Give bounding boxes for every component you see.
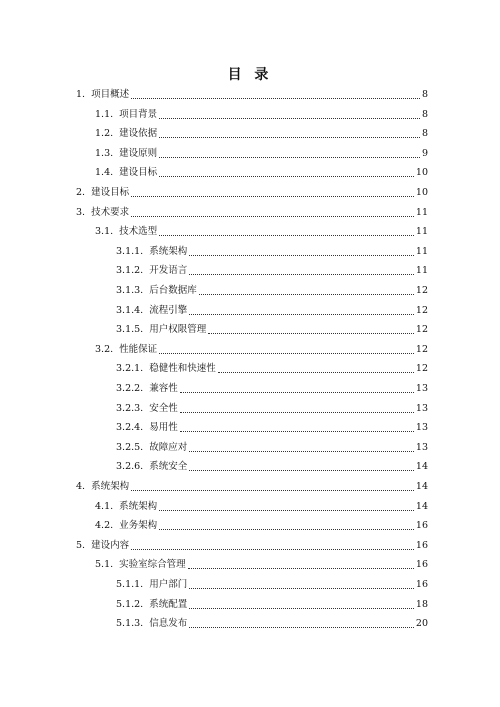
toc-entry-text: 故障应对 [149,441,188,453]
toc-entry-text: 信息发布 [149,618,188,630]
toc-page-number: 11 [415,226,428,238]
toc-entry[interactable] [116,421,428,435]
toc-entry[interactable] [95,225,428,239]
toc-entry-text: 流程引擎 [149,304,188,316]
toc-entry-number: 3.2.4. [116,422,144,434]
toc-page-number: 13 [415,422,428,434]
toc-page-number: 20 [415,618,428,630]
toc-entry-text: 系统架构 [91,481,130,492]
toc-entry-number: 4.1. [95,500,114,512]
toc-page-number: 14 [415,481,428,492]
toc-page-number: 12 [415,285,428,296]
toc-entry-number: 3.1.3. [116,285,144,296]
toc-entry-number: 1.1. [95,108,114,120]
toc-entry-text: 技术要求 [91,206,130,218]
toc-dot-leader [159,353,414,354]
toc-entry-number: 5. [76,539,86,551]
toc-page-number: 16 [415,559,428,571]
toc-dot-leader [188,568,414,569]
toc-entry[interactable] [76,539,428,553]
toc-page-number: 11 [415,245,428,257]
toc-entry-text: 系统架构 [149,245,188,257]
toc-page-number: 16 [415,539,428,551]
toc-entry-text: 建设目标 [119,167,158,179]
toc-entry[interactable] [95,343,428,357]
toc-entry-number: 3.1.1. [116,245,144,257]
toc-dot-leader [180,431,414,432]
toc-entry[interactable] [95,127,428,141]
toc-entry-text: 技术选型 [119,226,158,238]
toc-entry-text: 后台数据库 [149,285,197,296]
toc-entry-number: 1. [76,89,86,100]
toc-entry-number: 3.1.2. [116,265,144,277]
toc-entry-text: 实验室综合管理 [119,559,186,571]
toc-entry-number: 5.1. [95,559,114,571]
toc-dot-leader [131,216,414,217]
toc-dot-leader [189,255,414,256]
toc-entry[interactable] [116,284,428,298]
toc-entry-number: 3. [76,206,86,218]
toc-entry-number: 3.1.5. [116,324,144,336]
toc-entry-text: 开发语言 [149,265,188,277]
toc-entry[interactable] [116,598,428,612]
toc-entry-number: 3.2.5. [116,441,144,453]
toc-entry[interactable] [116,323,428,337]
toc-page-number: 16 [415,520,428,532]
toc-entry[interactable] [76,480,428,494]
toc-entry[interactable] [95,166,428,180]
toc-entry-text: 建设内容 [91,539,130,551]
toc-page-number: 16 [415,579,428,590]
toc-dot-leader [189,451,414,452]
toc-title: 目 录 [227,67,273,83]
toc-entry-number: 3.2. [95,343,114,355]
toc-entry-number: 3.2.6. [116,461,144,473]
toc-entry[interactable] [116,460,428,474]
toc-entry-number: 2. [76,187,86,198]
toc-entry-number: 3.2.2. [116,383,144,394]
toc-entry-number: 3.2.3. [116,402,144,414]
toc-dot-leader [199,294,414,295]
toc-entry[interactable] [116,264,428,278]
toc-page-number: 13 [415,402,428,414]
toc-page-number: 8 [421,128,428,140]
toc-page-number: 11 [415,206,428,218]
toc-entry[interactable] [116,617,428,631]
toc-entry-number: 4. [76,481,86,492]
toc-page-number: 14 [415,461,428,473]
toc-entry[interactable] [116,402,428,416]
toc-dot-leader [189,470,414,471]
toc-dot-leader [131,549,414,550]
toc-entry[interactable] [95,558,428,572]
toc-entry-number: 1.2. [95,128,114,140]
toc-entry[interactable] [76,206,428,220]
toc-entry[interactable] [116,304,428,318]
toc-entry-text: 用户部门 [149,579,188,590]
toc-entry-text: 系统安全 [149,461,188,473]
toc-dot-leader [159,235,414,236]
toc-page-number: 18 [415,598,428,610]
toc-page-number: 12 [415,304,428,316]
toc-entry[interactable] [116,441,428,455]
toc-dot-leader [159,176,414,177]
toc-entry-number: 3.1. [95,226,114,238]
toc-entry[interactable] [116,362,428,376]
toc-entry-text: 系统架构 [119,500,158,512]
toc-dot-leader [159,510,414,511]
toc-dot-leader [189,588,414,589]
toc-dot-leader [189,314,414,315]
toc-dot-leader [189,274,414,275]
toc-entry[interactable] [116,245,428,259]
toc-dot-leader [189,627,414,628]
toc-page-number: 11 [415,265,428,277]
toc-entry-text: 用户权限管理 [149,324,207,336]
toc-entry-text: 稳健性和快速性 [149,363,216,375]
toc-entry-number: 5.1.3. [116,618,144,630]
toc-page-number: 8 [421,108,428,120]
toc-entry-number: 4.2. [95,520,114,532]
toc-entry[interactable] [76,186,428,200]
toc-dot-leader [131,98,420,99]
toc-entry-text: 建设依据 [119,128,158,140]
toc-entry-number: 3.1.4. [116,304,144,316]
toc-dot-leader [159,157,420,158]
toc-entry-text: 系统配置 [149,598,188,610]
toc-entry-text: 性能保证 [119,343,158,355]
toc-page-number: 9 [421,147,428,159]
toc-entry-number: 5.1.2. [116,598,144,610]
toc-page-number: 10 [415,187,428,198]
toc-entry[interactable] [95,108,428,122]
toc-page-number: 8 [421,89,428,100]
toc-entry[interactable] [95,500,428,514]
toc-dot-leader [218,372,414,373]
toc-entry-number: 1.4. [95,167,114,179]
toc-page-number: 12 [415,343,428,355]
toc-dot-leader [159,118,420,119]
toc-dot-leader [159,529,414,530]
toc-entry-text: 兼容性 [149,383,178,394]
toc-entry-text: 建设目标 [91,187,130,198]
toc-dot-leader [208,333,414,334]
toc-dot-leader [180,392,414,393]
toc-dot-leader [159,137,420,138]
toc-page-number: 12 [415,324,428,336]
toc-dot-leader [131,196,414,197]
toc-page-number: 13 [415,383,428,394]
toc-entry-text: 业务架构 [119,520,158,532]
toc-entry[interactable] [116,382,428,396]
toc-entry-number: 3.2.1. [116,363,144,375]
toc-page-number: 12 [415,363,428,375]
toc-dot-leader [189,608,414,609]
toc-page-number: 14 [415,500,428,512]
toc-entry-number: 1.3. [95,147,114,159]
toc-dot-leader [180,412,414,413]
toc-entry-number: 5.1.1. [116,579,144,590]
toc-entry[interactable] [95,519,428,533]
toc-entry[interactable] [95,147,428,161]
toc-dot-leader [131,490,414,491]
toc-page-number: 13 [415,441,428,453]
toc-entry-text: 建设原则 [119,147,158,159]
toc-entry[interactable] [76,88,428,102]
toc-entry-text: 安全性 [149,402,178,414]
toc-entry-text: 易用性 [149,422,178,434]
toc-page-number: 10 [415,167,428,179]
toc-entry-text: 项目概述 [91,89,130,100]
toc-entry-text: 项目背景 [119,108,158,120]
toc-entry[interactable] [116,578,428,592]
